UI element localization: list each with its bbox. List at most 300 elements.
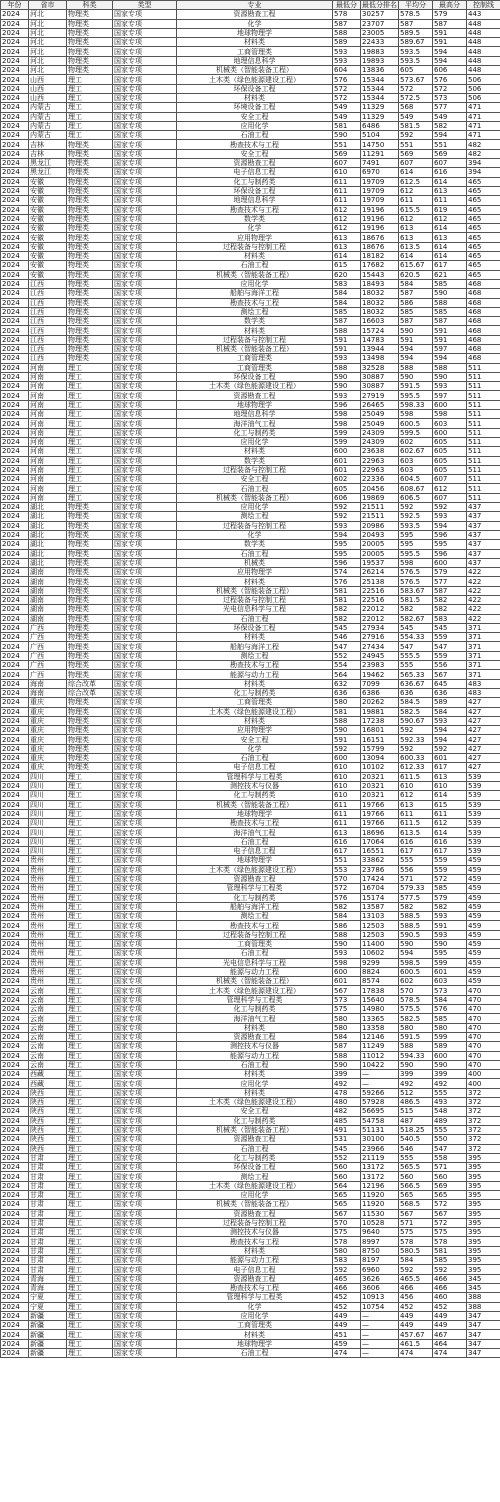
min-score-cell: 590 [333, 939, 361, 948]
min-score-cell: 567 [333, 986, 361, 995]
major-cell: 石油工程 [177, 1144, 333, 1153]
max-score-cell: 605 [433, 447, 467, 456]
year-cell: 2024 [1, 1116, 29, 1125]
max-score-cell: 590 [433, 939, 467, 948]
avg-score-cell: 582.5 [399, 707, 433, 716]
province-cell: 河南 [29, 447, 67, 456]
min-rank-cell: 13172 [361, 1172, 399, 1181]
subject-cell: 理工 [67, 791, 113, 800]
year-cell: 2024 [1, 382, 29, 391]
min-rank-cell: 21119 [361, 1153, 399, 1162]
province-cell: 湖南 [29, 568, 67, 577]
subject-cell: 物理类 [67, 159, 113, 168]
table-row [1, 19, 500, 28]
subject-cell: 理工 [67, 809, 113, 818]
type-cell: 国家专项 [113, 168, 177, 177]
subject-cell: 理工 [67, 391, 113, 400]
min-score-cell: 582 [333, 614, 361, 623]
control-line-cell: 437 [467, 512, 500, 521]
major-cell: 机械类（智能装备工程） [177, 586, 333, 595]
year-cell: 2024 [1, 475, 29, 484]
max-score-cell: 575 [433, 1228, 467, 1237]
max-score-cell: 588 [433, 298, 467, 307]
avg-score-cell: 616 [399, 837, 433, 846]
max-score-cell: 582 [433, 902, 467, 911]
max-score-cell: 582 [433, 121, 467, 130]
major-cell: 资源勘查工程 [177, 1032, 333, 1041]
min-score-cell: 607 [333, 159, 361, 168]
type-cell: 国家专项 [113, 744, 177, 753]
table-row [1, 614, 500, 623]
major-cell: 石油工程 [177, 754, 333, 763]
province-cell: 云南 [29, 1032, 67, 1041]
table-row [1, 1246, 500, 1255]
avg-score-cell: 594 [399, 949, 433, 958]
table-row [1, 28, 500, 37]
min-rank-cell: 13103 [361, 912, 399, 921]
subject-cell: 理工 [67, 75, 113, 84]
min-score-cell: 583 [333, 279, 361, 288]
subject-cell: 综合改革 [67, 688, 113, 697]
control-line-cell: 470 [467, 1005, 500, 1014]
max-score-cell: 600 [433, 558, 467, 567]
year-cell: 2024 [1, 651, 29, 660]
table-row [1, 503, 500, 512]
min-rank-cell: 26465 [361, 400, 399, 409]
max-score-cell: 614 [433, 828, 467, 837]
type-cell: 国家专项 [113, 177, 177, 186]
control-line-cell: 372 [467, 1098, 500, 1107]
type-cell: 国家专项 [113, 242, 177, 251]
table-row [1, 270, 500, 279]
subject-cell: 理工 [67, 493, 113, 502]
max-score-cell: 612 [433, 214, 467, 223]
table-row [1, 1163, 500, 1172]
min-score-cell: 601 [333, 456, 361, 465]
max-score-cell: 585 [433, 1256, 467, 1265]
min-rank-cell: 15799 [361, 744, 399, 753]
control-line-cell: 372 [467, 1125, 500, 1134]
avg-score-cell: 572 [399, 84, 433, 93]
province-cell: 贵州 [29, 958, 67, 967]
province-cell: 甘肃 [29, 1172, 67, 1181]
table-row [1, 688, 500, 697]
min-score-cell: 452 [333, 1293, 361, 1302]
avg-score-cell: 613 [399, 233, 433, 242]
table-row [1, 47, 500, 56]
subject-cell: 理工 [67, 1237, 113, 1246]
table-row [1, 651, 500, 660]
min-rank-cell: 20321 [361, 791, 399, 800]
control-line-cell: 470 [467, 1032, 500, 1041]
max-score-cell: 615 [433, 800, 467, 809]
province-cell: 海南 [29, 688, 67, 697]
year-cell: 2024 [1, 103, 29, 112]
subject-cell: 理工 [67, 772, 113, 781]
control-line-cell: 394 [467, 168, 500, 177]
subject-cell: 理工 [67, 1200, 113, 1209]
min-rank-cell: 9640 [361, 1228, 399, 1237]
major-cell: 应用化学 [177, 1191, 333, 1200]
min-rank-cell: 13094 [361, 754, 399, 763]
table-row [1, 763, 500, 772]
avg-score-cell: 598 [399, 558, 433, 567]
year-cell: 2024 [1, 661, 29, 670]
type-cell: 国家专项 [113, 75, 177, 84]
year-cell: 2024 [1, 168, 29, 177]
control-line-cell: 347 [467, 1349, 500, 1358]
subject-cell: 物理类 [67, 298, 113, 307]
max-score-cell: 489 [433, 1116, 467, 1125]
major-cell: 光电信息科学与工程 [177, 958, 333, 967]
table-row [1, 707, 500, 716]
min-rank-cell: 20456 [361, 484, 399, 493]
table-row [1, 1265, 500, 1274]
subject-cell: 理工 [67, 1032, 113, 1041]
min-rank-cell: 10754 [361, 1302, 399, 1311]
subject-cell: 理工 [67, 1302, 113, 1311]
max-score-cell: 607 [433, 159, 467, 168]
major-cell: 土木类（绿色能源建设工程） [177, 707, 333, 716]
avg-score-cell: 578.5 [399, 10, 433, 19]
major-cell: 勘查技术与工程 [177, 140, 333, 149]
table-row [1, 1283, 500, 1292]
year-cell: 2024 [1, 233, 29, 242]
province-cell: 重庆 [29, 698, 67, 707]
type-cell: 国家专项 [113, 754, 177, 763]
avg-score-cell: 492 [399, 1079, 433, 1088]
min-score-cell: 615 [333, 261, 361, 270]
min-score-cell: 616 [333, 837, 361, 846]
max-score-cell: 605 [433, 465, 467, 474]
table-row [1, 261, 500, 270]
province-cell: 江西 [29, 326, 67, 335]
control-line-cell: 448 [467, 56, 500, 65]
province-cell: 甘肃 [29, 1153, 67, 1162]
type-cell: 国家专项 [113, 856, 177, 865]
min-rank-cell: 23638 [361, 447, 399, 456]
min-score-cell: 594 [333, 530, 361, 539]
year-cell: 2024 [1, 344, 29, 353]
year-cell: 2024 [1, 688, 29, 697]
avg-score-cell: 603 [399, 465, 433, 474]
year-cell: 2024 [1, 1191, 29, 1200]
table-row [1, 447, 500, 456]
max-score-cell: 614 [433, 242, 467, 251]
subject-cell: 物理类 [67, 726, 113, 735]
type-cell: 国家专项 [113, 1228, 177, 1237]
year-cell: 2024 [1, 1209, 29, 1218]
min-rank-cell: 22516 [361, 586, 399, 595]
min-rank-cell: 24945 [361, 651, 399, 660]
table-row [1, 661, 500, 670]
subject-cell: 理工 [67, 1023, 113, 1032]
major-cell: 石油工程 [177, 614, 333, 623]
table-row [1, 410, 500, 419]
province-cell: 重庆 [29, 763, 67, 772]
subject-cell: 理工 [67, 484, 113, 493]
min-score-cell: 598 [333, 410, 361, 419]
type-cell: 国家专项 [113, 465, 177, 474]
subject-cell: 理工 [67, 131, 113, 140]
max-score-cell: 576 [433, 75, 467, 84]
type-cell: 国家专项 [113, 400, 177, 409]
table-row [1, 1070, 500, 1079]
control-line-cell: 448 [467, 47, 500, 56]
max-score-cell: 610 [433, 781, 467, 790]
subject-cell: 理工 [67, 419, 113, 428]
control-line-cell: 395 [467, 1209, 500, 1218]
table-row [1, 521, 500, 530]
control-line-cell: 345 [467, 1283, 500, 1292]
control-line-cell: 371 [467, 670, 500, 679]
table-row [1, 958, 500, 967]
subject-cell: 理工 [67, 912, 113, 921]
max-score-cell: 592 [433, 503, 467, 512]
min-rank-cell: 8197 [361, 1256, 399, 1265]
table-row [1, 1302, 500, 1311]
control-line-cell: 395 [467, 1172, 500, 1181]
max-score-cell: 579 [433, 893, 467, 902]
table-row [1, 1135, 500, 1144]
min-rank-cell: 20986 [361, 521, 399, 530]
province-cell: 新疆 [29, 1311, 67, 1320]
province-cell: 重庆 [29, 735, 67, 744]
min-rank-cell: 21511 [361, 512, 399, 521]
major-cell: 光电信息科学与工程 [177, 605, 333, 614]
type-cell: 国家专项 [113, 252, 177, 261]
table-row [1, 772, 500, 781]
avg-score-cell: 604.5 [399, 475, 433, 484]
avg-score-cell: 449 [399, 1311, 433, 1320]
control-line-cell: 372 [467, 1135, 500, 1144]
type-cell: 国家专项 [113, 549, 177, 558]
province-cell: 四川 [29, 791, 67, 800]
column-header-min-rank: 最低分排名 [362, 1, 397, 10]
min-score-cell: 614 [333, 252, 361, 261]
major-cell: 数学类 [177, 317, 333, 326]
province-cell: 陕西 [29, 1098, 67, 1107]
control-line-cell: 448 [467, 19, 500, 28]
subject-cell: 物理类 [67, 149, 113, 158]
min-score-cell: 576 [333, 75, 361, 84]
year-cell: 2024 [1, 1098, 29, 1107]
min-score-cell: 617 [333, 847, 361, 856]
subject-cell: 物理类 [67, 252, 113, 261]
avg-score-cell: 612.33 [399, 763, 433, 772]
max-score-cell: 590 [433, 1060, 467, 1069]
min-score-cell: 605 [333, 484, 361, 493]
max-score-cell: 572 [433, 1200, 467, 1209]
column-header-max-score: 最高分 [433, 1, 467, 10]
year-cell: 2024 [1, 586, 29, 595]
control-line-cell: 395 [467, 1256, 500, 1265]
year-cell: 2024 [1, 512, 29, 521]
major-cell: 地理信息科学 [177, 410, 333, 419]
subject-cell: 理工 [67, 1218, 113, 1227]
subject-cell: 理工 [67, 93, 113, 102]
province-cell: 江西 [29, 289, 67, 298]
year-cell: 2024 [1, 577, 29, 586]
max-score-cell: 567 [433, 670, 467, 679]
min-rank-cell: 7099 [361, 679, 399, 688]
min-rank-cell: 8574 [361, 977, 399, 986]
major-cell: 工商管理类 [177, 939, 333, 948]
min-rank-cell: 22012 [361, 614, 399, 623]
min-rank-cell: 14750 [361, 140, 399, 149]
subject-cell: 理工 [67, 456, 113, 465]
min-score-cell: 578 [333, 1237, 361, 1246]
subject-cell: 物理类 [67, 224, 113, 233]
avg-score-cell: 554.33 [399, 633, 433, 642]
province-cell: 四川 [29, 847, 67, 856]
year-cell: 2024 [1, 902, 29, 911]
major-cell: 应用物理学 [177, 726, 333, 735]
province-cell: 广西 [29, 651, 67, 660]
year-cell: 2024 [1, 372, 29, 381]
max-score-cell: 579 [433, 10, 467, 19]
type-cell: 国家专项 [113, 1042, 177, 1051]
table-row [1, 1311, 500, 1320]
max-score-cell: 617 [433, 847, 467, 856]
min-rank-cell: 19883 [361, 47, 399, 56]
major-cell: 化学 [177, 744, 333, 753]
control-line-cell: 506 [467, 93, 500, 102]
province-cell: 陕西 [29, 1088, 67, 1097]
min-rank-cell: 18676 [361, 233, 399, 242]
province-cell: 湖南 [29, 586, 67, 595]
year-cell: 2024 [1, 1349, 29, 1358]
subject-cell: 物理类 [67, 28, 113, 37]
min-rank-cell: 19537 [361, 558, 399, 567]
min-rank-cell: 19766 [361, 800, 399, 809]
avg-score-cell: 592 [399, 131, 433, 140]
table-row [1, 196, 500, 205]
subject-cell: 物理类 [67, 633, 113, 642]
major-cell: 管理科学与工程类 [177, 1293, 333, 1302]
avg-score-cell: 578 [399, 1237, 433, 1246]
min-score-cell: 599 [333, 428, 361, 437]
table-row [1, 754, 500, 763]
type-cell: 国家专项 [113, 28, 177, 37]
min-rank-cell: 19709 [361, 186, 399, 195]
subject-cell: 理工 [67, 1088, 113, 1097]
min-rank-cell: 13358 [361, 1023, 399, 1032]
year-cell: 2024 [1, 670, 29, 679]
table-row [1, 437, 500, 446]
type-cell: 国家专项 [113, 196, 177, 205]
control-line-cell: 465 [467, 252, 500, 261]
min-score-cell: 589 [333, 38, 361, 47]
min-rank-cell: 18676 [361, 242, 399, 251]
type-cell: 国家专项 [113, 1098, 177, 1107]
min-rank-cell: 30887 [361, 382, 399, 391]
min-score-cell: 595 [333, 540, 361, 549]
major-cell: 机械类（智能装备工程） [177, 66, 333, 75]
major-cell: 资源勘查工程 [177, 159, 333, 168]
table-row [1, 289, 500, 298]
control-line-cell: 395 [467, 1153, 500, 1162]
type-cell: 国家专项 [113, 456, 177, 465]
avg-score-cell: 551 [399, 140, 433, 149]
control-line-cell: 372 [467, 1088, 500, 1097]
province-cell: 甘肃 [29, 1200, 67, 1209]
max-score-cell: 636 [433, 688, 467, 697]
province-cell: 贵州 [29, 902, 67, 911]
control-line-cell: 539 [467, 837, 500, 846]
min-rank-cell: 20005 [361, 540, 399, 549]
avg-score-cell: 577.5 [399, 893, 433, 902]
province-cell: 湖南 [29, 614, 67, 623]
subject-cell: 物理类 [67, 344, 113, 353]
table-row [1, 1172, 500, 1181]
control-line-cell: 400 [467, 1070, 500, 1079]
max-score-cell: 556 [433, 661, 467, 670]
control-line-cell: 395 [467, 1228, 500, 1237]
subject-cell: 理工 [67, 1256, 113, 1265]
year-cell: 2024 [1, 465, 29, 474]
major-cell: 地球物理学 [177, 28, 333, 37]
year-cell: 2024 [1, 1163, 29, 1172]
table-row [1, 819, 500, 828]
max-score-cell: 614 [433, 252, 467, 261]
year-cell: 2024 [1, 995, 29, 1004]
min-score-cell: 552 [333, 1153, 361, 1162]
major-cell: 应用化学 [177, 279, 333, 288]
avg-score-cell: 570 [399, 986, 433, 995]
type-cell: 国家专项 [113, 986, 177, 995]
type-cell: 国家专项 [113, 865, 177, 874]
control-line-cell: 437 [467, 521, 500, 530]
province-cell: 河南 [29, 400, 67, 409]
table-row [1, 1079, 500, 1088]
province-cell: 广西 [29, 661, 67, 670]
major-cell: 过程装备与控制工程 [177, 596, 333, 605]
min-score-cell: 588 [333, 930, 361, 939]
min-score-cell: 590 [333, 382, 361, 391]
year-cell: 2024 [1, 540, 29, 549]
avg-score-cell: 474 [399, 1349, 433, 1358]
table-row [1, 103, 500, 112]
province-cell: 青海 [29, 1283, 67, 1292]
max-score-cell: 548 [433, 1107, 467, 1116]
subject-cell: 物理类 [67, 307, 113, 316]
major-cell: 测绘工程 [177, 1172, 333, 1181]
control-line-cell: 427 [467, 763, 500, 772]
year-cell: 2024 [1, 289, 29, 298]
min-score-cell: 599 [333, 437, 361, 446]
year-cell: 2024 [1, 335, 29, 344]
type-cell: 国家专项 [113, 1293, 177, 1302]
major-cell: 过程装备与控制工程 [177, 465, 333, 474]
min-score-cell: 480 [333, 1098, 361, 1107]
type-cell: 国家专项 [113, 372, 177, 381]
min-rank-cell: 3626 [361, 1274, 399, 1283]
province-cell: 内蒙古 [29, 112, 67, 121]
max-score-cell: 607 [433, 475, 467, 484]
subject-cell: 理工 [67, 856, 113, 865]
type-cell: 国家专项 [113, 679, 177, 688]
min-rank-cell: 11329 [361, 103, 399, 112]
subject-cell: 物理类 [67, 10, 113, 19]
control-line-cell: 427 [467, 726, 500, 735]
avg-score-cell: 602.67 [399, 447, 433, 456]
min-rank-cell: 19196 [361, 205, 399, 214]
min-score-cell: 601 [333, 977, 361, 986]
table-row [1, 1060, 500, 1069]
max-score-cell: 580 [433, 1023, 467, 1032]
max-score-cell: 600 [433, 1051, 467, 1060]
